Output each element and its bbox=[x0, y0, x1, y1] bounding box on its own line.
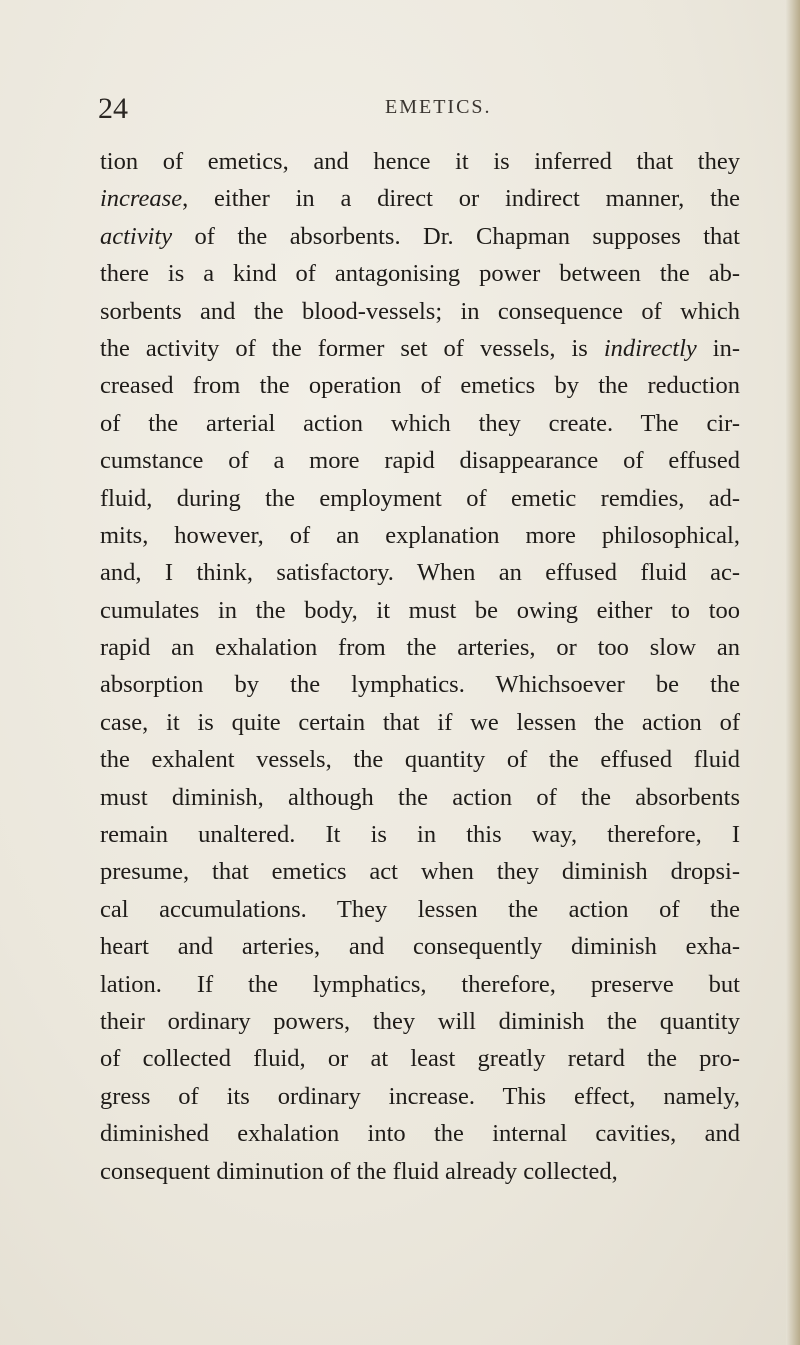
text-line: sorbents and the blood-vessels; in consequence of which bbox=[100, 297, 740, 325]
text-line: of the arterial action which they create. The cir- bbox=[100, 409, 740, 437]
text-line: remain unaltered. It is in this way, therefore, I bbox=[100, 821, 740, 849]
text-line: must diminish, although the action of the absorbents bbox=[100, 783, 740, 811]
text-line: heart and arteries, and consequently diminish exha- bbox=[100, 933, 740, 961]
body-text bbox=[100, 143, 740, 1190]
text-line: their ordinary powers, they will diminish the quantity bbox=[100, 1007, 740, 1035]
text-line: gress of its ordinary increase. This effect, namely, bbox=[100, 1082, 740, 1110]
text-line: cal accumulations. They lessen the action of the bbox=[100, 895, 740, 923]
text-line: creased from the operation of emetics by the reduction bbox=[100, 372, 740, 400]
text-line: presume, that emetics act when they diminish dropsi- bbox=[100, 858, 740, 886]
text-line: consequent diminution of the fluid already collected, bbox=[100, 1157, 618, 1185]
text-line: lation. If the lymphatics, therefore, preserve but bbox=[100, 970, 740, 998]
text-line: rapid an exhalation from the arteries, or too slow an bbox=[100, 634, 740, 662]
italic-emphasis: increase bbox=[100, 185, 183, 213]
text-line: cumstance of a more rapid disappearance of effused bbox=[100, 447, 740, 475]
text-line: the exhalent vessels, the quantity of the effused fluid bbox=[100, 746, 740, 774]
text-line: fluid, during the employment of emetic remdies, ad- bbox=[100, 484, 740, 512]
text-line: case, it is quite certain that if we lessen the action of bbox=[100, 708, 740, 736]
italic-emphasis: indirectly bbox=[603, 334, 697, 362]
text-line: activity of the absorbents. Dr. Chapman supposes that bbox=[100, 222, 740, 250]
running-head: EMETICS. bbox=[385, 96, 492, 118]
page-number: 24 bbox=[98, 92, 128, 125]
page-edge-shadow bbox=[786, 0, 800, 1345]
italic-emphasis: activity bbox=[100, 222, 173, 250]
text-line: cumulates in the body, it must be owing either to too bbox=[100, 596, 740, 624]
text-line: increase, either in a direct or indirect manner, the bbox=[100, 185, 740, 213]
text-line: of collected fluid, or at least greatly retard the pro- bbox=[100, 1045, 740, 1073]
text-line: absorption by the lymphatics. Whichsoever be the bbox=[100, 671, 740, 699]
text-line: the activity of the former set of vessels, is indirectly in- bbox=[100, 334, 741, 362]
text-line: mits, however, of an explanation more philosophical, bbox=[100, 521, 740, 549]
text-line: and, I think, satisfactory. When an effused fluid ac- bbox=[100, 559, 740, 587]
page-header bbox=[0, 88, 800, 128]
text-line: diminished exhalation into the internal cavities, and bbox=[100, 1120, 740, 1148]
text-line: there is a kind of antagonising power between the ab- bbox=[100, 260, 740, 288]
text-line: tion of emetics, and hence it is inferred that they bbox=[100, 148, 740, 175]
